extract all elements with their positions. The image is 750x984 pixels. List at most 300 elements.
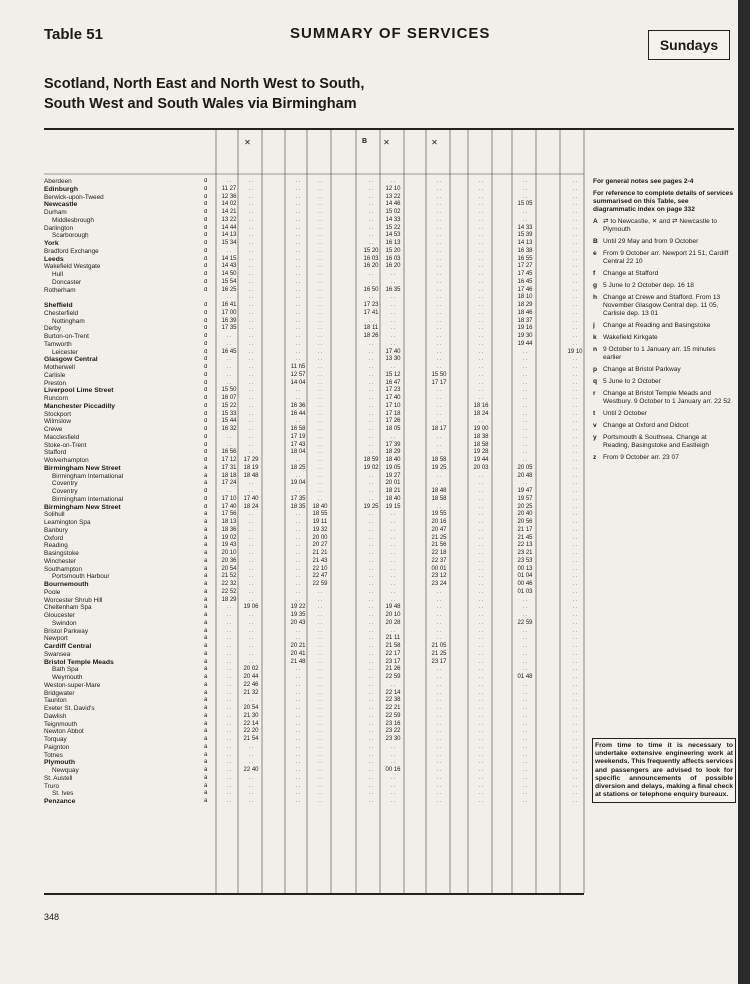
time-cell: . . <box>248 650 254 657</box>
time-cell: . . <box>317 333 323 339</box>
arr-dep-marker: d <box>204 263 208 270</box>
time-cell: 20 36 <box>221 557 237 564</box>
time-cell: . . <box>436 728 442 735</box>
time-cell: . . <box>522 426 528 432</box>
station-row <box>44 504 214 512</box>
footnote-row <box>593 238 733 246</box>
time-cell: 11 27 <box>221 185 237 192</box>
footnote-row <box>593 378 733 386</box>
time-cell: . . <box>368 705 374 711</box>
station-name: Poole <box>44 588 61 596</box>
time-cell: . . <box>436 209 442 215</box>
time-cell: . . <box>522 743 528 750</box>
arr-dep-marker: d <box>204 201 208 208</box>
arr-dep-marker: a <box>204 712 208 719</box>
time-cell: . . <box>295 185 301 192</box>
time-cell: 17 35 <box>290 495 306 502</box>
time-cell: . . <box>248 588 254 595</box>
time-cell: . . <box>226 627 232 634</box>
station-name: Bradford Exchange <box>44 247 99 255</box>
time-cell: . . <box>317 340 323 347</box>
time-cell: 15 20 <box>385 247 401 254</box>
time-cell: . . <box>572 464 578 471</box>
time-cell: 18 26 <box>363 333 379 339</box>
time-cell: . . <box>317 255 323 262</box>
time-cell: 22 59 <box>312 581 328 587</box>
station-name: Aberdeen <box>44 178 72 185</box>
time-cell: . . <box>478 573 484 580</box>
time-cell: . . <box>390 565 396 572</box>
time-cell: . . <box>248 333 254 339</box>
service-column <box>240 178 262 806</box>
time-cell: . . <box>522 767 528 773</box>
time-cell: . . <box>572 209 578 215</box>
time-cell: . . <box>368 433 374 440</box>
arr-dep-marker: a <box>204 550 208 556</box>
time-cell: 16 58 <box>290 426 306 432</box>
time-cell: . . <box>295 774 301 781</box>
time-cell: . . <box>572 798 578 804</box>
time-cell: . . <box>317 604 323 611</box>
station-name: Bristol Parkway <box>44 627 89 635</box>
station-name: Gloucester <box>44 612 75 619</box>
time-cell: 21 56 <box>431 542 447 549</box>
time-cell: . . <box>478 178 484 184</box>
time-cell: . . <box>248 193 254 200</box>
station-name: Swansea <box>44 650 71 658</box>
time-cell: . . <box>436 271 442 277</box>
footnote-key: g <box>593 282 598 289</box>
time-cell: 22 59 <box>385 712 401 719</box>
time-cell: . . <box>522 612 528 618</box>
time-cell: . . <box>478 309 484 316</box>
time-cell: 22 59 <box>517 619 533 626</box>
time-cell: . . <box>390 526 396 533</box>
time-cell: . . <box>390 581 396 587</box>
time-cell: 21 11 <box>385 635 401 642</box>
time-cell: . . <box>478 495 484 502</box>
time-cell: . . <box>295 596 301 603</box>
time-cell: . . <box>317 271 323 277</box>
time-cell: . . <box>522 185 528 192</box>
time-cell: 15 20 <box>363 247 379 254</box>
station-name: Weymouth <box>52 674 83 681</box>
time-cell: . . <box>248 759 254 766</box>
time-cell: . . <box>248 364 254 370</box>
station-name: Edinburgh <box>44 185 78 193</box>
page-number: 348 <box>44 912 60 922</box>
arr-dep-marker: d <box>204 488 208 494</box>
time-cell: . . <box>226 790 232 797</box>
time-cell: . . <box>436 216 442 223</box>
time-cell: . . <box>317 689 323 696</box>
time-cell: . . <box>368 635 374 642</box>
footnote-text: Change at Oxford and Didcot <box>603 422 689 429</box>
footnote-text: Change at Crewe and Stafford. From 13 November Glasgow Central dep. 11 05, Carlisle dep. 13 01 <box>603 294 721 317</box>
time-cell: . . <box>295 488 301 494</box>
time-cell: . . <box>248 278 254 285</box>
time-cell: . . <box>522 627 528 634</box>
time-cell: . . <box>368 619 374 626</box>
time-cell: . . <box>368 395 374 401</box>
time-cell: . . <box>368 658 374 665</box>
time-cell: . . <box>295 681 301 688</box>
time-cell: 17 24 <box>221 480 237 487</box>
time-cell: . . <box>368 697 374 704</box>
time-cell: . . <box>436 201 442 208</box>
time-cell: 22 14 <box>385 689 401 696</box>
time-cell: . . <box>295 271 301 277</box>
time-cell: 16 32 <box>221 426 237 432</box>
time-cell: . . <box>248 232 254 239</box>
time-cell: . . <box>436 472 442 479</box>
time-cell: . . <box>478 759 484 766</box>
station-row <box>44 325 214 333</box>
time-cell: . . <box>368 526 374 533</box>
station-name: Totnes <box>44 751 63 759</box>
arr-dep-marker: d <box>204 418 208 425</box>
time-cell: 23 12 <box>431 573 447 580</box>
time-cell: . . <box>478 612 484 618</box>
time-cell: . . <box>368 596 374 603</box>
time-cell: . . <box>368 495 374 502</box>
time-cell: 14 02 <box>221 201 237 208</box>
time-cell: 21 58 <box>385 643 401 649</box>
time-cell: . . <box>368 573 374 580</box>
time-cell: . . <box>317 395 323 401</box>
footnote-key: j <box>593 322 595 329</box>
time-cell: . . <box>478 503 484 510</box>
time-cell: . . <box>226 635 232 642</box>
time-cell: . . <box>436 340 442 347</box>
footnote-row <box>593 282 733 290</box>
time-cell: . . <box>368 767 374 773</box>
arr-dep-marker: a <box>204 526 208 533</box>
time-cell: 13 22 <box>221 216 237 223</box>
arr-dep-marker: d <box>204 340 208 347</box>
service-column <box>287 178 309 806</box>
time-cell: 19 02 <box>363 464 379 471</box>
time-cell: . . <box>295 534 301 541</box>
time-cell: . . <box>390 743 396 750</box>
time-cell: . . <box>317 697 323 704</box>
footnote-keys <box>593 218 733 462</box>
time-cell: 23 17 <box>431 658 447 665</box>
time-cell: . . <box>436 736 442 742</box>
station-name: Tamworth <box>44 340 72 348</box>
station-name: Sheffield <box>44 302 73 309</box>
station-name: Leamington Spa <box>44 519 91 526</box>
time-cell: 19 22 <box>290 604 306 611</box>
time-cell: . . <box>478 658 484 665</box>
time-cell: 18 59 <box>363 457 379 463</box>
station-name: Wolverhampton <box>44 457 89 464</box>
time-cell: 13 30 <box>385 356 401 363</box>
time-cell: . . <box>522 658 528 665</box>
time-cell: 20 03 <box>473 464 489 471</box>
column-head-2: ✕ <box>382 138 391 147</box>
time-cell: . . <box>522 697 528 704</box>
time-cell: . . <box>522 387 528 394</box>
footnote-text: 5 June to 2 October <box>603 378 661 385</box>
time-cell: . . <box>295 340 301 347</box>
time-cell: 18 25 <box>290 464 306 471</box>
arr-dep-marker: d <box>204 495 208 502</box>
footnote-text: Change at Reading and Basingstoke <box>603 322 711 329</box>
time-cell: . . <box>248 449 254 456</box>
time-cell: 21 21 <box>312 550 328 556</box>
station-row <box>44 790 214 798</box>
time-cell: . . <box>572 325 578 332</box>
time-cell: 14 53 <box>385 232 401 239</box>
station-name: Stockport <box>44 410 71 418</box>
time-cell: . . <box>478 255 484 262</box>
time-cell: . . <box>390 302 396 308</box>
time-cell: . . <box>390 534 396 541</box>
station-row <box>44 240 214 248</box>
time-cell: . . <box>226 743 232 750</box>
time-cell: . . <box>317 433 323 440</box>
time-cell: 16 03 <box>363 255 379 262</box>
time-cell: 20 00 <box>312 534 328 541</box>
time-cell: . . <box>572 573 578 580</box>
time-cell: . . <box>295 588 301 595</box>
time-cell: 17 26 <box>385 418 401 425</box>
time-cell: 23 30 <box>385 736 401 742</box>
time-cell: . . <box>368 627 374 634</box>
station-name: Southampton <box>44 565 83 573</box>
time-cell: 22 37 <box>431 557 447 564</box>
station-row <box>44 744 214 752</box>
time-cell: 18 58 <box>473 441 489 448</box>
time-cell: . . <box>572 743 578 750</box>
time-cell: 16 41 <box>221 302 237 308</box>
time-cell: . . <box>248 247 254 254</box>
time-cell: . . <box>478 550 484 556</box>
arr-dep-marker: a <box>204 604 208 611</box>
time-cell: 19 55 <box>431 511 447 518</box>
time-cell: 18 37 <box>517 317 533 324</box>
time-cell: . . <box>572 503 578 510</box>
station-name: Hull <box>52 271 64 278</box>
time-cell: 16 03 <box>385 255 401 262</box>
time-cell: . . <box>478 278 484 285</box>
footnote-key: z <box>593 454 597 461</box>
station-name: Plymouth <box>44 759 75 767</box>
arr-dep-marker: d <box>204 395 208 401</box>
time-cell: 21 25 <box>431 534 447 541</box>
station-row <box>44 767 214 775</box>
time-cell: . . <box>317 790 323 797</box>
time-cell: . . <box>226 294 232 301</box>
arr-dep-marker: d <box>204 364 208 370</box>
arr-dep-marker: d <box>204 271 208 277</box>
time-cell: 21 25 <box>431 650 447 657</box>
time-cell: . . <box>478 790 484 797</box>
arr-dep-marker: a <box>204 511 208 518</box>
time-cell: 19 16 <box>517 325 533 332</box>
arr-dep-marker: d <box>204 286 208 293</box>
arr-dep-marker: a <box>204 534 208 541</box>
time-cell: . . <box>522 371 528 378</box>
time-cell: 17 41 <box>363 309 379 316</box>
time-cell: . . <box>248 379 254 386</box>
time-cell: . . <box>572 627 578 634</box>
time-cell: . . <box>478 596 484 603</box>
station-name: St. Austell <box>44 774 73 782</box>
arr-dep-marker: a <box>204 581 208 587</box>
time-cell: 19 28 <box>473 449 489 456</box>
time-cell: . . <box>436 798 442 804</box>
time-cell: . . <box>572 488 578 494</box>
time-cell: . . <box>478 224 484 231</box>
time-cell: 14 33 <box>517 224 533 231</box>
time-cell: 17 27 <box>517 263 533 270</box>
time-cell: . . <box>226 371 232 378</box>
station-name: Doncaster <box>52 278 82 286</box>
footnote-row <box>593 334 733 342</box>
time-cell: 20 48 <box>517 472 533 479</box>
time-cell: . . <box>436 232 442 239</box>
time-cell: . . <box>572 317 578 324</box>
time-cell: . . <box>522 480 528 487</box>
time-cell: 17 46 <box>517 286 533 293</box>
time-cell: . . <box>295 511 301 518</box>
time-cell: 16 20 <box>385 263 401 270</box>
time-cell: . . <box>390 511 396 518</box>
time-cell: . . <box>226 736 232 742</box>
time-cell: . . <box>572 759 578 766</box>
time-cell: 16 45 <box>221 348 237 355</box>
time-cell: . . <box>572 278 578 285</box>
time-cell: . . <box>317 410 323 417</box>
time-cell: . . <box>436 348 442 355</box>
time-cell: . . <box>522 402 528 409</box>
time-cell: . . <box>572 542 578 549</box>
arr-dep-marker: a <box>204 759 208 766</box>
time-cell: . . <box>572 681 578 688</box>
time-cell: . . <box>390 774 396 781</box>
station-name: Preston <box>44 379 67 387</box>
time-cell: . . <box>572 302 578 308</box>
time-cell: 20 44 <box>243 674 259 680</box>
time-cell: 15 39 <box>517 232 533 239</box>
time-cell: . . <box>478 736 484 742</box>
station-row <box>44 395 214 403</box>
time-cell: . . <box>295 736 301 742</box>
time-cell: 20 16 <box>431 519 447 525</box>
time-cell: . . <box>572 774 578 781</box>
time-cell: . . <box>522 410 528 417</box>
time-cell: . . <box>478 588 484 595</box>
station-name: Stafford <box>44 449 67 457</box>
service-column <box>514 178 536 806</box>
time-cell: . . <box>522 364 528 370</box>
time-cell: . . <box>317 736 323 742</box>
time-cell: . . <box>478 201 484 208</box>
time-cell: . . <box>295 627 301 634</box>
time-cell: . . <box>522 798 528 804</box>
time-cell: 19 04 <box>290 480 306 487</box>
time-cell: . . <box>478 697 484 704</box>
arr-dep-marker: d <box>204 216 208 223</box>
station-row <box>44 473 214 481</box>
time-cell: . . <box>436 185 442 192</box>
time-cell: . . <box>572 333 578 339</box>
time-cell: . . <box>522 720 528 727</box>
time-cell: . . <box>317 224 323 231</box>
time-cell: . . <box>572 387 578 394</box>
time-cell: . . <box>522 418 528 425</box>
footnote-row <box>593 454 733 462</box>
time-cell: 15 50 <box>431 371 447 378</box>
time-cell: 18 35 <box>290 503 306 510</box>
time-cell: . . <box>390 340 396 347</box>
arr-dep-marker: a <box>204 782 208 789</box>
time-cell: 22 47 <box>312 573 328 580</box>
station-name: Coventry <box>52 480 78 488</box>
time-cell: . . <box>368 193 374 200</box>
station-name: Dawlish <box>44 712 67 720</box>
time-cell: . . <box>317 705 323 711</box>
time-cell: . . <box>317 278 323 285</box>
time-cell: . . <box>248 371 254 378</box>
time-cell: . . <box>368 240 374 246</box>
time-cell: . . <box>317 627 323 634</box>
time-cell: . . <box>478 209 484 215</box>
time-cell: . . <box>248 302 254 308</box>
time-cell: . . <box>572 240 578 246</box>
time-cell: . . <box>226 612 232 618</box>
time-cell: . . <box>390 278 396 285</box>
time-cell: 17 29 <box>243 457 259 463</box>
time-cell: . . <box>478 681 484 688</box>
time-cell: . . <box>295 542 301 549</box>
time-cell: 20 05 <box>517 464 533 471</box>
time-cell: . . <box>478 216 484 223</box>
time-cell: . . <box>436 751 442 758</box>
time-cell: 18 19 <box>243 464 259 471</box>
time-cell: . . <box>436 712 442 719</box>
time-cell: . . <box>317 596 323 603</box>
time-cell: . . <box>522 193 528 200</box>
time-cell: . . <box>390 271 396 277</box>
time-cell: . . <box>248 348 254 355</box>
time-cell: . . <box>522 790 528 797</box>
station-row <box>44 728 214 736</box>
time-cell: . . <box>572 511 578 518</box>
station-row <box>44 434 214 442</box>
time-cell: . . <box>572 178 578 184</box>
station-name: Bournemouth <box>44 581 89 588</box>
station-name: Birmingham New Street <box>44 464 121 472</box>
time-cell: . . <box>478 232 484 239</box>
footnote-key: e <box>593 250 597 257</box>
time-cell: . . <box>295 418 301 425</box>
time-cell: . . <box>522 774 528 781</box>
time-cell: . . <box>572 526 578 533</box>
time-cell: . . <box>572 263 578 270</box>
time-cell: 14 04 <box>290 379 306 386</box>
time-cell: . . <box>295 573 301 580</box>
station-name: Exeter St. David's <box>44 705 95 712</box>
station-row <box>44 721 214 729</box>
station-name: Swindon <box>52 619 77 627</box>
station-row <box>44 697 214 705</box>
time-cell: . . <box>248 619 254 626</box>
time-cell: 21 52 <box>221 573 237 580</box>
time-cell: . . <box>572 534 578 541</box>
